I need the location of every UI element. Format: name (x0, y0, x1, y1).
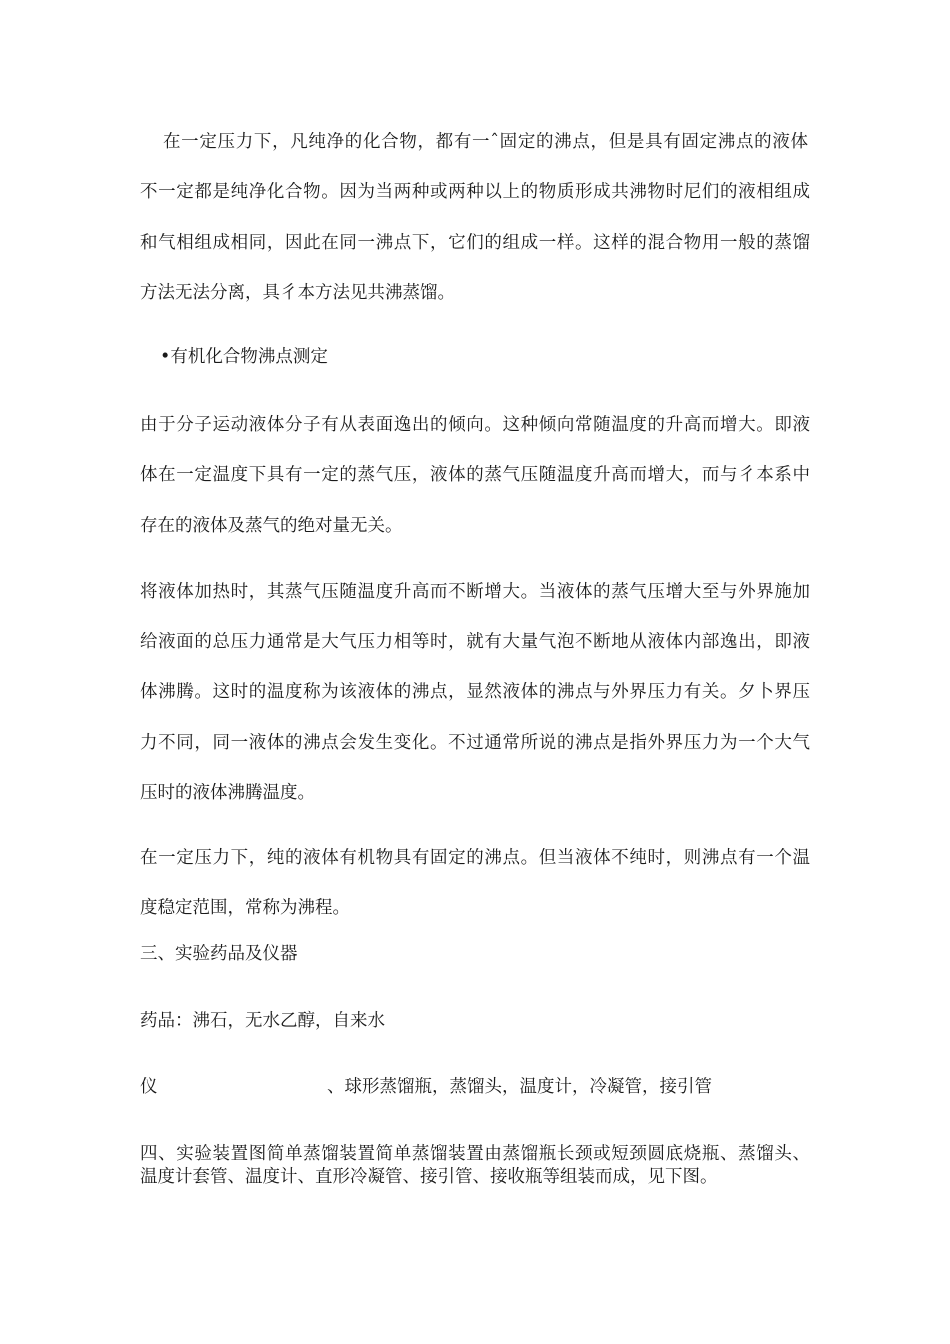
paragraph-3-line-5: 压时的液体沸腾温度。 (140, 783, 315, 803)
paragraph-5-line-1: 四、实验装置图简单蒸馏装置简单蒸馏装置由蒸馏瓶长颈或短颈圆底烧瓶、蒸馏头、 (140, 1144, 810, 1164)
paragraph-4-line-1: 在一定压力下，纯的液体有机物具有固定的沸点。但当液体不纯时，则沸点有一个温 (140, 848, 810, 868)
paragraph-1-line-4: 方法无法分离，具彳本方法见共沸蒸馏。 (140, 283, 455, 303)
section-heading-boiling-point-measurement: •有机化合物沸点测定 (160, 347, 328, 367)
paragraph-2-line-3: 存在的液体及蒸气的绝对量无关。 (140, 516, 403, 536)
paragraph-2-line-1: 由于分子运动液体分子有从表面逸出的倾向。这种倾向常随温度的升高而增大。即液 (140, 415, 810, 435)
paragraph-3-line-2: 给液面的总压力通常是大气压力相等时，就有大量气泡不断地从液体内部逸出，即液 (140, 632, 810, 652)
paragraph-5-line-2: 温度计套管、温度计、直形冷凝管、接引管、接收瓶等组装而成，见下图。 (140, 1167, 718, 1187)
paragraph-3-line-3: 体沸腾。这时的温度称为该液体的沸点，显然液体的沸点与外界压力有关。夕卜界压 (140, 682, 810, 702)
paragraph-3-line-1: 将液体加热时，其蒸气压随温度升高而不断增大。当液体的蒸气压增大至与外界施加 (140, 582, 810, 602)
paragraph-1-line-2: 不一定都是纯净化合物。因为当两种或两种以上的物质形成共沸物时尼们的液相组成 (140, 182, 810, 202)
paragraph-3-line-4: 力不同，同一液体的沸点会发生变化。不过通常所说的沸点是指外界压力为一个大气 (140, 733, 810, 753)
paragraph-1-line-1: 在一定压力下，凡纯净的化合物，都有一ˆ固定的沸点，但是具有固定沸点的液体 (163, 132, 808, 152)
paragraph-2-line-2: 体在一定温度下具有一定的蒸气压，液体的蒸气压随温度升高而增大，而与彳本系中 (140, 465, 810, 485)
instruments-list: 、球形蒸馏瓶，蒸馏头，温度计，冷凝管，接引管 (327, 1077, 712, 1097)
section-heading-reagents-instruments: 三、实验药品及仪器 (140, 944, 298, 964)
reagents-line: 药品：沸石，无水乙醇，自来水 (140, 1011, 385, 1031)
instruments-label: 仪 (140, 1077, 158, 1097)
paragraph-4-line-2: 度稳定范围，常称为沸程。 (140, 898, 350, 918)
paragraph-1-line-3: 和气相组成相同，因此在同一沸点下，它们的组成一样。这样的混合物用一般的蒸馏 (140, 233, 810, 253)
